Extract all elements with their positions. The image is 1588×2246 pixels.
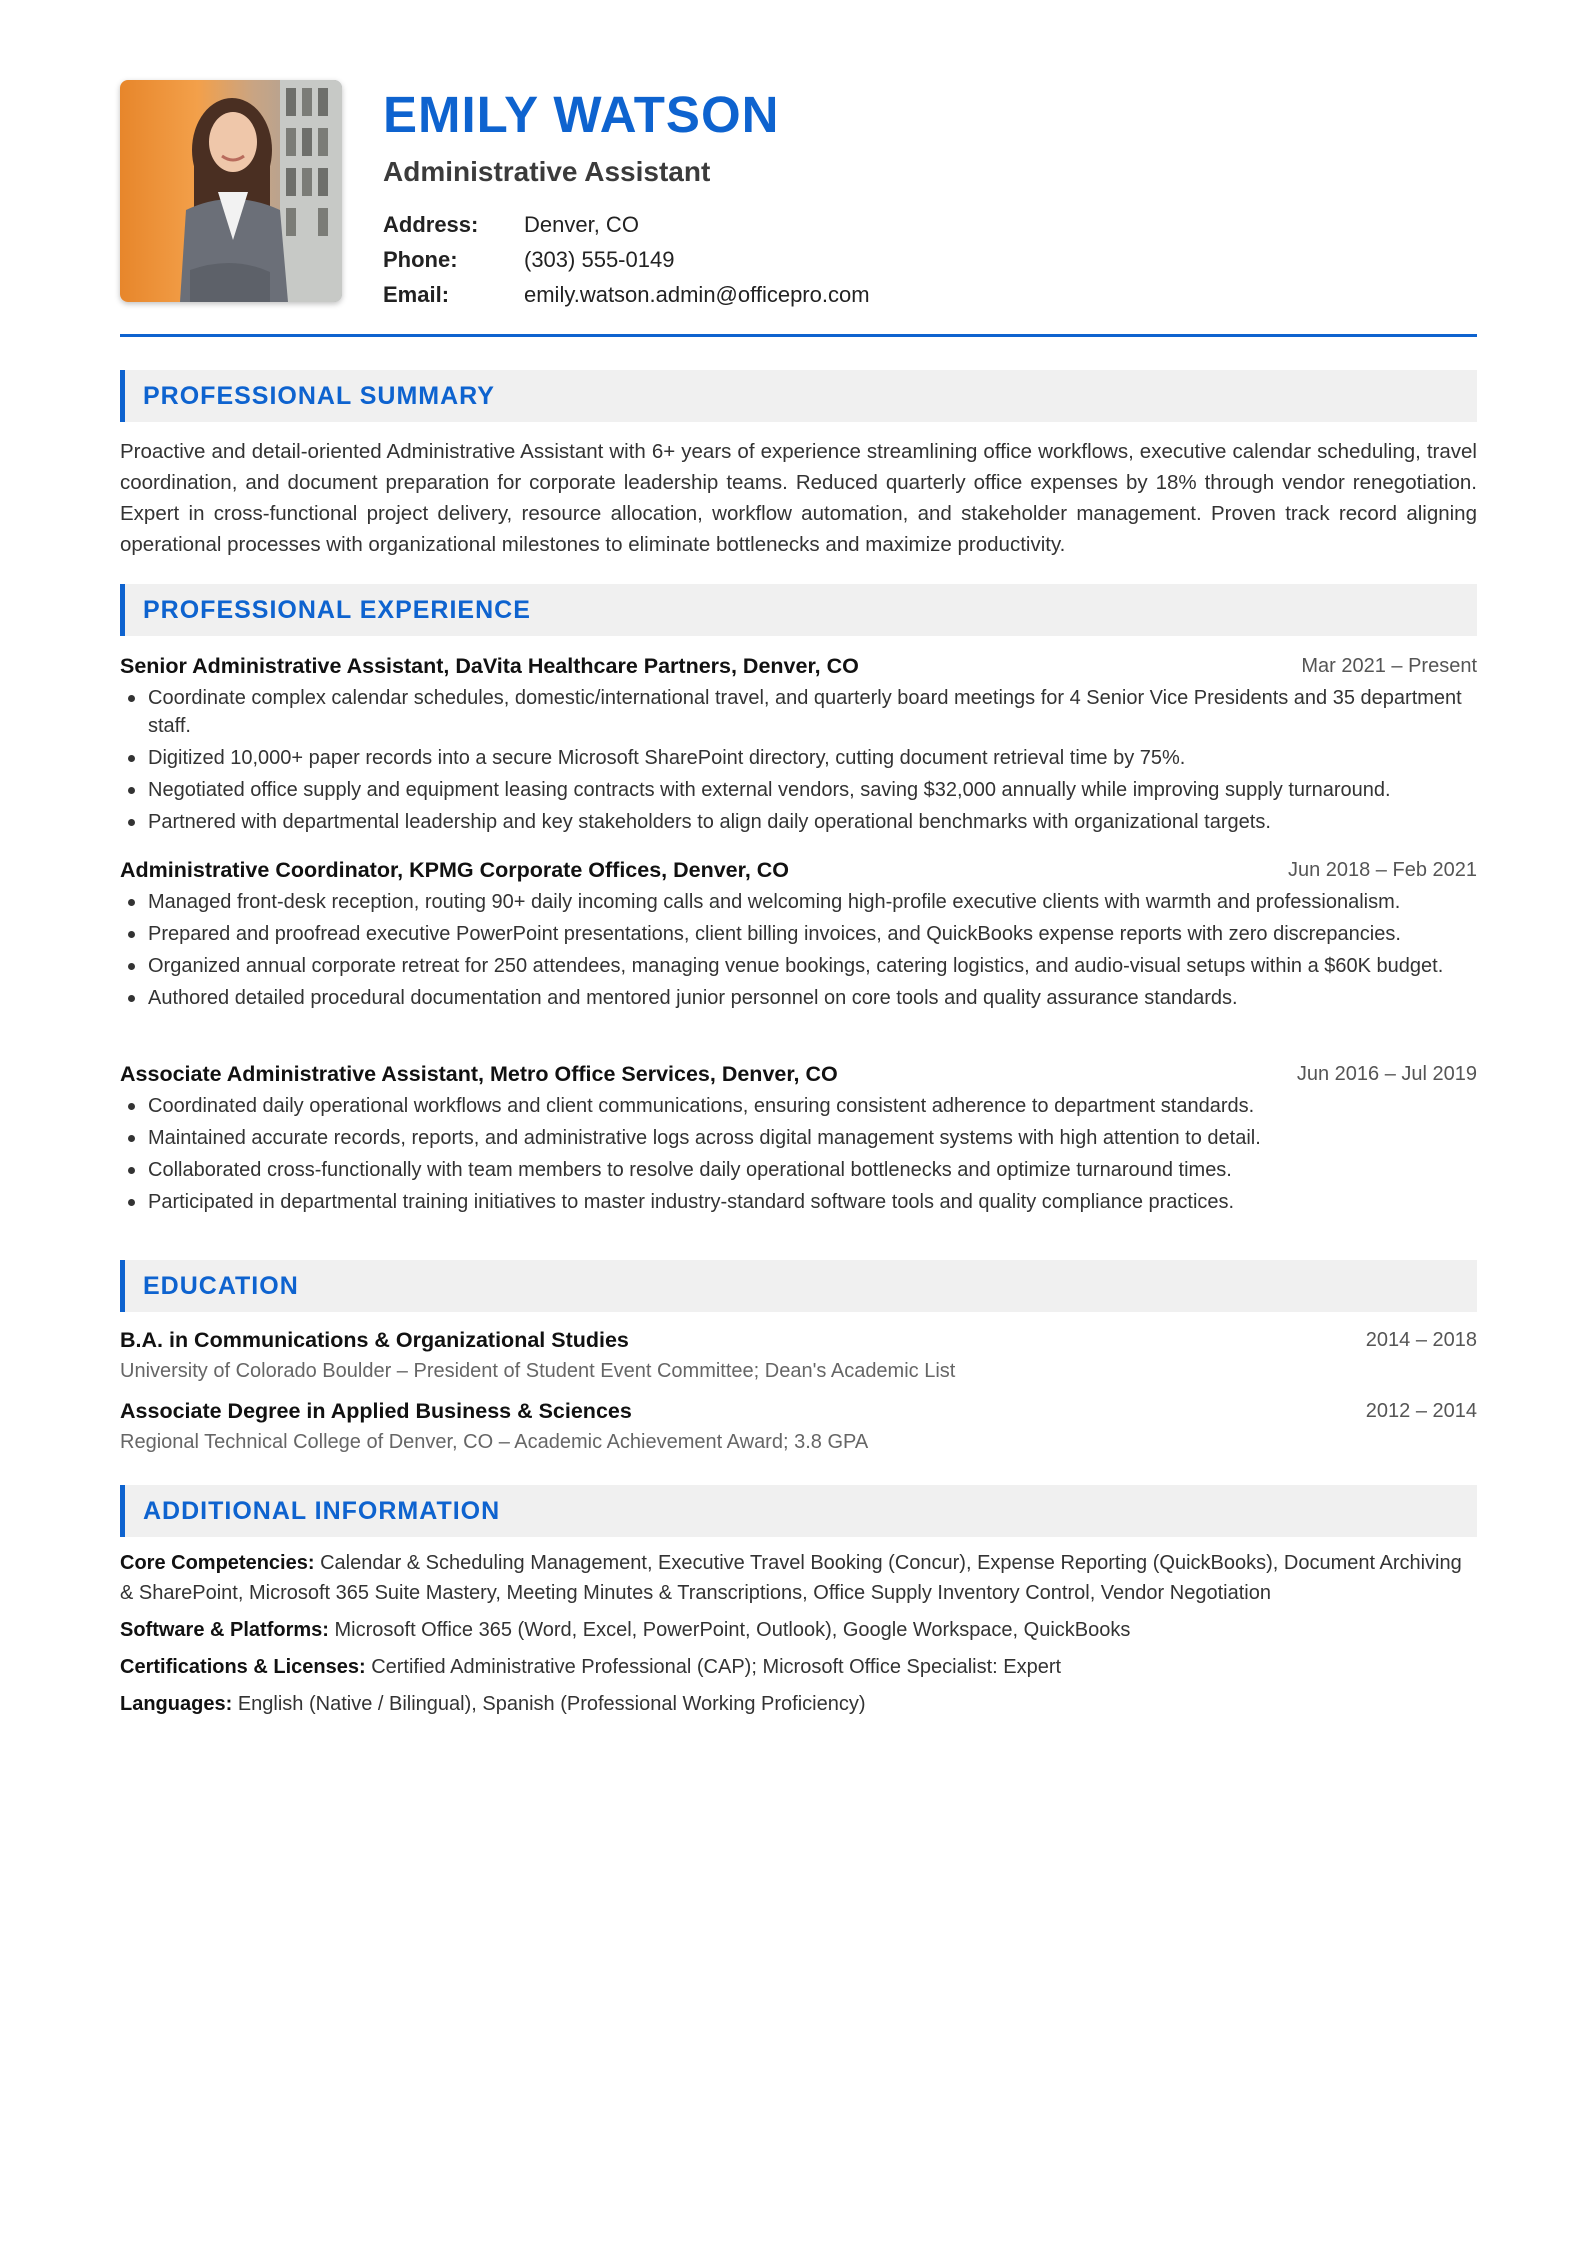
section-header-experience (120, 584, 1477, 636)
summary-paragraph: Proactive and detail-oriented Administrative Assistant with 6+ years of experience streamlining office workflows, executive calendar scheduling, travel coordination, and document preparation for corporate leadership teams. Reduced quarterly office expenses by 18% through vendor renegotiation. Expert in cross-functional project delivery, resource allocation, workflow automation, and stakeholder management. Proven track record aligning operational processes with organizational milestones to eliminate bottlenecks and maximize productivity. (120, 440, 1477, 556)
experience-dates: Jun 2016 – Jul 2019 (1296, 1063, 1477, 1085)
contact-row-email (383, 277, 870, 312)
bullet-item: Partnered with departmental leadership and key stakeholders to align daily operational benchmarks with organizational targets. (120, 808, 1477, 836)
contact-label: Email: (383, 282, 450, 307)
experience-bullets (120, 1092, 1477, 1216)
education-detail: University of Colorado Boulder – President of Student Event Committee; Dean's Academic List (120, 1360, 956, 1382)
section-title: ADDITIONAL INFORMATION (143, 1497, 501, 1525)
bullet-item: Coordinated daily operational workflows and client communications, ensuring consistent adherence to department standards. (120, 1092, 1477, 1120)
experience-header (120, 854, 1477, 886)
experience-entry (120, 1058, 1477, 1220)
contact-label: Address: (383, 212, 479, 237)
experience-dates: Mar 2021 – Present (1301, 655, 1477, 677)
section-header-summary (120, 370, 1477, 422)
info-row-languages (120, 1689, 1477, 1719)
contact-value: (303) 555-0149 (524, 247, 675, 272)
info-row-software (120, 1615, 1477, 1645)
bullet-item: Managed front-desk reception, routing 90+ daily incoming calls and welcoming high-profile executive clients with warmth and professionalism. (120, 888, 1477, 916)
experience-title: Associate Administrative Assistant, Metro Office Services, Denver, CO (120, 1062, 838, 1086)
experience-bullets (120, 888, 1477, 1012)
experience-header (120, 650, 1477, 682)
contact-value: Denver, CO (524, 212, 639, 237)
experience-title: Senior Administrative Assistant, DaVita Healthcare Partners, Denver, CO (120, 654, 859, 678)
bullet-item: Digitized 10,000+ paper records into a secure Microsoft SharePoint directory, cutting document retrieval time by 75%. (120, 744, 1477, 772)
experience-entry (120, 650, 1477, 840)
education-entry (120, 1395, 1477, 1457)
experience-bullets (120, 684, 1477, 836)
additional-info-list (120, 1548, 1477, 1719)
education-header (120, 1324, 1477, 1356)
info-row-certifications (120, 1652, 1477, 1682)
education-header (120, 1395, 1477, 1427)
info-text: Certified Administrative Professional (CAP); Microsoft Office Specialist: Expert (371, 1656, 1062, 1678)
bullet-item: Participated in departmental training initiatives to master industry-standard software tools and quality compliance practices. (120, 1188, 1477, 1216)
education-entry (120, 1324, 1477, 1386)
bullet-item: Prepared and proofread executive PowerPoint presentations, client billing invoices, and QuickBooks expense reports with zero discrepancies. (120, 920, 1477, 948)
experience-title: Administrative Coordinator, KPMG Corporate Offices, Denver, CO (120, 858, 790, 882)
experience-entry (120, 854, 1477, 1016)
profile-photo (120, 80, 342, 302)
experience-header (120, 1058, 1477, 1090)
contact-row-phone (383, 242, 870, 277)
section-header-education (120, 1260, 1477, 1312)
bullet-item: Coordinate complex calendar schedules, domestic/international travel, and quarterly board meetings for 4 Senior Vice Presidents and 35 department staff. (120, 684, 1477, 740)
bullet-item: Negotiated office supply and equipment leasing contracts with external vendors, saving $32,000 annually while improving supply turnaround. (120, 776, 1477, 804)
info-label: Languages: (120, 1693, 233, 1715)
contact-details (383, 207, 870, 312)
section-title: PROFESSIONAL EXPERIENCE (143, 596, 531, 624)
education-years: 2012 – 2014 (1365, 1400, 1477, 1422)
experience-dates: Jun 2018 – Feb 2021 (1287, 859, 1477, 881)
bullet-item: Organized annual corporate retreat for 250 attendees, managing venue bookings, catering logistics, and audio-visual setups within a $60K budget. (120, 952, 1477, 980)
education-degree: B.A. in Communications & Organizational Studies (120, 1328, 629, 1352)
job-title-heading: Administrative Assistant (383, 156, 711, 187)
contact-label: Phone: (383, 247, 458, 272)
info-row-competencies (120, 1548, 1477, 1608)
education-degree: Associate Degree in Applied Business & Sciences (120, 1399, 632, 1423)
bullet-item: Collaborated cross-functionally with team members to resolve daily operational bottlenecks and optimize turnaround times. (120, 1156, 1477, 1184)
section-title: PROFESSIONAL SUMMARY (143, 382, 495, 410)
profile-photo-image (120, 80, 342, 302)
section-title: EDUCATION (143, 1272, 299, 1300)
education-years: 2014 – 2018 (1365, 1329, 1477, 1351)
info-label: Core Competencies: (120, 1552, 315, 1574)
info-label: Software & Platforms: (120, 1619, 329, 1641)
info-text: English (Native / Bilingual), Spanish (Professional Working Proficiency) (237, 1693, 866, 1715)
email-link[interactable]: emily.watson.admin@officepro.com (524, 282, 870, 307)
info-label: Certifications & Licenses: (120, 1656, 366, 1678)
bullet-item: Authored detailed procedural documentation and mentored junior personnel on core tools and quality assurance standards. (120, 984, 1477, 1012)
bullet-item: Maintained accurate records, reports, and administrative logs across digital management systems with high attention to detail. (120, 1124, 1477, 1152)
education-detail: Regional Technical College of Denver, CO – Academic Achievement Award; 3.8 GPA (120, 1431, 869, 1453)
header-divider (120, 334, 1477, 337)
info-text: Microsoft Office 365 (Word, Excel, PowerPoint, Outlook), Google Workspace, QuickBooks (334, 1619, 1131, 1641)
info-text: Calendar & Scheduling Management, Executive Travel Booking (Concur), Expense Reporting (QuickBooks), Document Archiving & SharePoint, Microsoft 365 Suite Mastery, Meeting Minutes & Transcriptions, Office Supply Inventory Control, Vendor Negotiation (120, 1552, 1462, 1604)
candidate-name: EMILY WATSON (383, 86, 780, 143)
section-header-additional (120, 1485, 1477, 1537)
contact-row-address (383, 207, 870, 242)
